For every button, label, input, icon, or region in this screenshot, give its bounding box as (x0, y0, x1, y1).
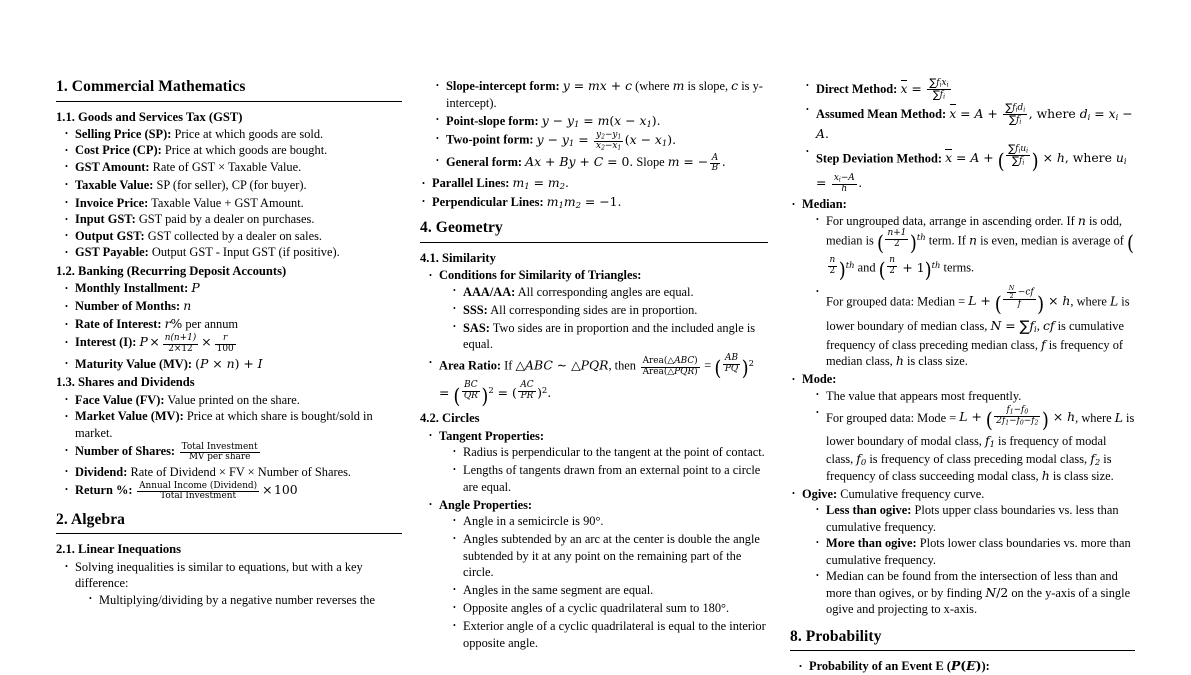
list-item-direct-method (806, 78, 1135, 101)
term-text: Angles in the same segment are equal. (463, 583, 654, 598)
math-step-deviation: x = A + ( $\frac{\sum f_iu_i}{\sum f_i}$ ) × h, where $u_i$ = $\frac{x_i-A}{h}$ . (816, 143, 1127, 195)
list-item (453, 513, 768, 530)
list-item (429, 497, 768, 652)
term-label: Number of Shares: (75, 443, 176, 458)
sublist-mode (802, 388, 1135, 485)
list-line-relations (420, 175, 768, 211)
list-item-median (792, 196, 1135, 370)
section-heading-commercial-mathematics: 1. Commercial Mathematics (56, 78, 246, 95)
list-item (453, 618, 768, 651)
column-2 (420, 78, 768, 650)
list-statistics-measures (790, 196, 1135, 618)
term-text: Angle in a semicircle is 90°. (463, 514, 604, 529)
list-item (65, 211, 402, 228)
term-text: per annum (185, 317, 239, 332)
sublist (75, 592, 402, 609)
math-rate: r (164, 316, 171, 332)
term-label: Slope-intercept form: (446, 79, 560, 93)
column-3 (790, 77, 1135, 674)
list-item (453, 284, 768, 301)
math-point-slope: $y - y_1 = m(x - x_1)$. (541, 112, 661, 129)
list-item: • For grouped data: Mode = L + ( $\frac{f_1-f_0}{2f_1-f_0-f_2}$ ) × h, where L is lower boundary of modal class, $f_1$ is frequency of modal class, $f_0$ is frequency of class preceding modal class, $f_2$ is frequency of class succeeding modal class, h is class size. (816, 406, 1135, 485)
section-heading-geometry: 4. Geometry (420, 219, 503, 237)
math-monthly-installment: P (191, 280, 200, 296)
term-text: GST collected by a dealer on sales. (147, 228, 322, 243)
list-item-return: • Return %: $\frac{\text{Annual Income (Dividend)}}{\text{Total Investment}}$ × 100 (65, 482, 402, 502)
term-text: Opposite angles of a cyclic quadrilateral sum to 180°. (463, 601, 730, 616)
sublist-similarity-conditions (439, 284, 768, 353)
term-label: Mode: (802, 372, 837, 387)
term-label: Assumed Mean Method: (816, 106, 947, 121)
list-item (65, 126, 402, 143)
subsection-heading-shares: 1.3. Shares and Dividends (56, 375, 195, 390)
list-item: • Median can be found from the intersection of less than and more than ogives, or by finding N/2 on the y-axis of a single ogive and projecting to x-axis. (816, 568, 1135, 618)
list-item-assumed-mean (806, 103, 1135, 143)
list-item (65, 280, 402, 297)
list-item (453, 582, 768, 599)
term-text: Price at which goods are bought. (164, 143, 328, 158)
term-label: Face Value (FV): (75, 392, 165, 407)
math-parallel: $m_1 = m_2$. (512, 175, 569, 192)
list-item (65, 195, 402, 212)
term-label: Number of Months: (75, 299, 181, 314)
section-rule (56, 101, 402, 102)
term-label: GST Payable: (75, 245, 149, 260)
term-text: Cumulative frequency curve. (840, 486, 985, 501)
term-label: Ogive: (802, 486, 838, 501)
term-label: Area Ratio: (439, 358, 502, 373)
subsection-heading-banking: 1.2. Banking (Recurring Deposit Accounts) (56, 263, 287, 278)
list-item-point-slope (436, 113, 768, 130)
list-line-forms (420, 78, 768, 174)
term-label: Probability of an Event E (P(E)): (809, 658, 990, 674)
subsection-heading-linear-inequations: 2.1. Linear Inequations (56, 542, 182, 557)
list-item (453, 600, 768, 617)
list-item-general-form: • General form: Ax + By + C = 0. Slope m = − $\frac{A}{B}$ . (436, 154, 768, 174)
list-shares (56, 392, 402, 502)
list-probability (790, 658, 1135, 675)
list-item (816, 388, 1135, 405)
sublist-angle-properties (439, 513, 768, 651)
term-text: All corresponding angles are equal. (517, 284, 694, 299)
term-text: Taxable Value + GST Amount. (151, 195, 304, 210)
term-label: AAA/AA: (463, 284, 516, 299)
term-label: Less than ogive: (826, 503, 912, 518)
math-area-ratio: $\frac{\text{Area(△ABC)}}{\text{Area(△PQR)}}$ (642, 356, 698, 377)
subsection-heading-similarity: 4.1. Similarity (420, 250, 496, 265)
term-label: Cost Price (CP): (75, 143, 162, 158)
math-assumed-mean: x = A + $\frac{\sum f_id_i}{\sum f_i}$ , where $d_i = x_i - A$. (816, 101, 1133, 142)
math-two-point: $y - y_1$ = $\frac{y_2-y_1}{x_2-x_1}$ $(x - x_1)$. (536, 130, 677, 152)
list-item (816, 502, 1135, 535)
term-label: GST Amount: (75, 159, 150, 174)
term-label: Invoice Price: (75, 195, 149, 210)
term-label: Perpendicular Lines: (432, 194, 544, 209)
math-direct-method: x = $\frac{\sum f_ix_i}{\sum f_i}$ (900, 77, 949, 102)
list-item-area-ratio: • Area Ratio: If △ABC ∼ △PQR, then $\frac{\text{Area(△ABC)}}{\text{Area(△PQR)}}$ = ( $\frac{AB}{PQ}$ )$^2$ = ( $\frac{BC}{QR}$ )$^2$ = ( $\frac{AC}{PR}$ )$^2$. (429, 354, 768, 408)
list-item (89, 592, 402, 609)
sublist-tangent-properties (439, 444, 768, 495)
section-rule (790, 650, 1135, 651)
math-fraction-shares: $\frac{\text{Total Investment}}{\text{MV per share}}$ (181, 441, 258, 463)
term-text: Solving inequalities is similar to equations, but with a key difference: (75, 559, 363, 591)
math-general-form: Ax + By + C = 0. (525, 153, 634, 169)
term-label: Output GST: (75, 228, 145, 243)
term-text: Price at which share is bought/sold in market. (75, 409, 373, 440)
term-text: Plots upper class boundaries vs. less than cumulative frequency. (826, 503, 1119, 534)
list-item-parallel-lines (422, 175, 768, 192)
list-item-slope-intercept: • Slope-intercept form: y = mx + c (where m is slope, c is y-intercept). (436, 78, 768, 111)
term-label: Angle Properties: (439, 497, 533, 512)
term-text: Multiplying/dividing by a negative number reverses the (99, 592, 375, 607)
list-item-mode (792, 371, 1135, 484)
list-item (429, 428, 768, 496)
term-label: Parallel Lines: (432, 176, 510, 191)
term-label: More than ogive: (826, 536, 917, 551)
term-text: Lengths of tangents drawn from an external point to a circle are equal. (463, 463, 761, 494)
term-label: Rate of Interest: (75, 317, 162, 332)
subsection-heading-circles: 4.2. Circles (420, 411, 480, 426)
term-text: Rate of Dividend × FV × Number of Shares. (130, 464, 352, 479)
list-circles (420, 428, 768, 652)
math-fraction-return: $\frac{\text{Annual Income (Dividend)}}{\text{Total Investment}}$ (139, 480, 258, 502)
list-gst (56, 126, 402, 261)
term-text: The value that appears most frequently. (826, 388, 1022, 403)
term-label: Dividend: (75, 464, 128, 479)
math-fraction-n-terms: $\frac{n(n+1)}{2\times 12}$ (164, 333, 197, 354)
term-label: Two-point form: (446, 132, 534, 147)
section-rule (420, 242, 768, 243)
math-number-of-months: n (183, 298, 192, 314)
list-item (65, 408, 402, 441)
list-item (65, 244, 402, 261)
list-item (65, 298, 402, 315)
list-item (65, 464, 402, 481)
term-label: General form: (446, 154, 523, 169)
list-item (65, 559, 402, 609)
list-item-maturity (65, 356, 402, 373)
term-text: Angles subtended by an arc at the center is double the angle subtended by it at any point on the remaining part of the circle. (463, 532, 760, 580)
list-item (816, 535, 1135, 568)
term-label: Tangent Properties: (439, 428, 544, 443)
list-linear-inequations (56, 559, 402, 609)
term-text: Two sides are in proportion and the included angle is equal. (463, 320, 756, 352)
list-item (453, 444, 768, 461)
term-text: Output GST - Input GST (if positive). (151, 245, 340, 260)
term-label: Median: (802, 197, 847, 212)
list-item (65, 159, 402, 176)
term-label: Interest (I): (75, 335, 137, 350)
term-label: SAS: (463, 320, 490, 335)
list-item (65, 228, 402, 245)
term-label: Maturity Value (MV): (75, 356, 193, 371)
subsection-heading-gst: 1.1. Goods and Services Tax (GST) (56, 109, 243, 124)
list-mean-methods (790, 78, 1135, 195)
list-similarity (420, 267, 768, 408)
term-text: GST paid by a dealer on purchases. (138, 212, 315, 227)
term-label: Input GST: (75, 212, 136, 227)
list-item-perpendicular-lines (422, 194, 768, 211)
list-item (429, 267, 768, 353)
list-item: • For grouped data: Median = L + ( $\frac{N}{2}$ −cf f ) × h, where L is lower boundary of median class, $N = \sum f_i$, cf is cumulative frequency of class preceding median class, f is frequency of median class, h is class size. (816, 285, 1135, 370)
term-label: Conditions for Similarity of Triangles: (439, 268, 642, 283)
math-maturity-value: (P × n) + I (195, 355, 263, 371)
section-heading-probability: 8. Probability (790, 627, 882, 645)
term-text: Price at which goods are sold. (174, 126, 324, 141)
math-perpendicular: $m_1m_2 = -1$. (546, 193, 622, 211)
term-text: SP (for seller), CP (for buyer). (156, 177, 307, 192)
term-text: Rate of GST × Taxable Value. (152, 159, 302, 174)
list-item-two-point (436, 131, 768, 152)
section-rule (56, 533, 402, 534)
list-item-step-deviation (806, 144, 1135, 194)
list-item (453, 320, 768, 353)
list-item: • Rate of Interest: r% per annum (65, 316, 402, 333)
math-fraction-r-100: $\frac{r}{100}$ (216, 333, 234, 354)
term-label: SSS: (463, 302, 488, 317)
term-label: Market Value (MV): (75, 409, 184, 424)
list-item (65, 142, 402, 159)
term-label: Direct Method: (816, 82, 898, 97)
section-heading-algebra: 2. Algebra (56, 510, 126, 528)
term-label: Selling Price (SP): (75, 126, 172, 141)
list-item (453, 302, 768, 319)
list-item: • For ungrouped data, arrange in ascending order. If n is odd, median is ( $\frac{n+1}{2}$ )$^{th}$ term. If n is even, median is average of ( $\frac{n}{2}$ )$^{th}$ and ( $\frac{n}{2}$ + 1)$^{th}$ terms. (816, 213, 1135, 284)
list-banking (56, 280, 402, 372)
list-item-number-of-shares (65, 443, 402, 463)
term-label: Monthly Installment: (75, 281, 189, 296)
term-label: Step Deviation Method: (816, 151, 942, 166)
term-text: All corresponding sides are in proportion. (490, 302, 698, 317)
term-text: Exterior angle of a cyclic quadrilateral is equal to the interior opposite angle. (463, 619, 766, 650)
list-item-interest: • Interest (I): P × $\frac{n(n+1)}{2\times 12}$ × $\frac{r}{100}$ (65, 334, 402, 354)
list-item (65, 392, 402, 409)
list-item (65, 177, 402, 194)
math-slope-intercept: y = mx + c (562, 78, 633, 93)
list-item (453, 531, 768, 581)
list-item-probability-event (799, 658, 1135, 675)
term-label: Return %: (75, 483, 133, 498)
sublist-median (802, 213, 1135, 370)
list-item (453, 462, 768, 495)
term-label: Taxable Value: (75, 177, 154, 192)
list-item-ogive (792, 486, 1135, 618)
term-text: Radius is perpendicular to the tangent at the point of contact. (463, 445, 765, 460)
term-label: Point-slope form: (446, 113, 539, 128)
column-1 (56, 78, 402, 626)
term-text: Value printed on the share. (167, 392, 300, 407)
sublist-ogive (802, 502, 1135, 618)
term-text: Plots lower class boundaries vs. more than cumulative frequency. (826, 536, 1131, 567)
